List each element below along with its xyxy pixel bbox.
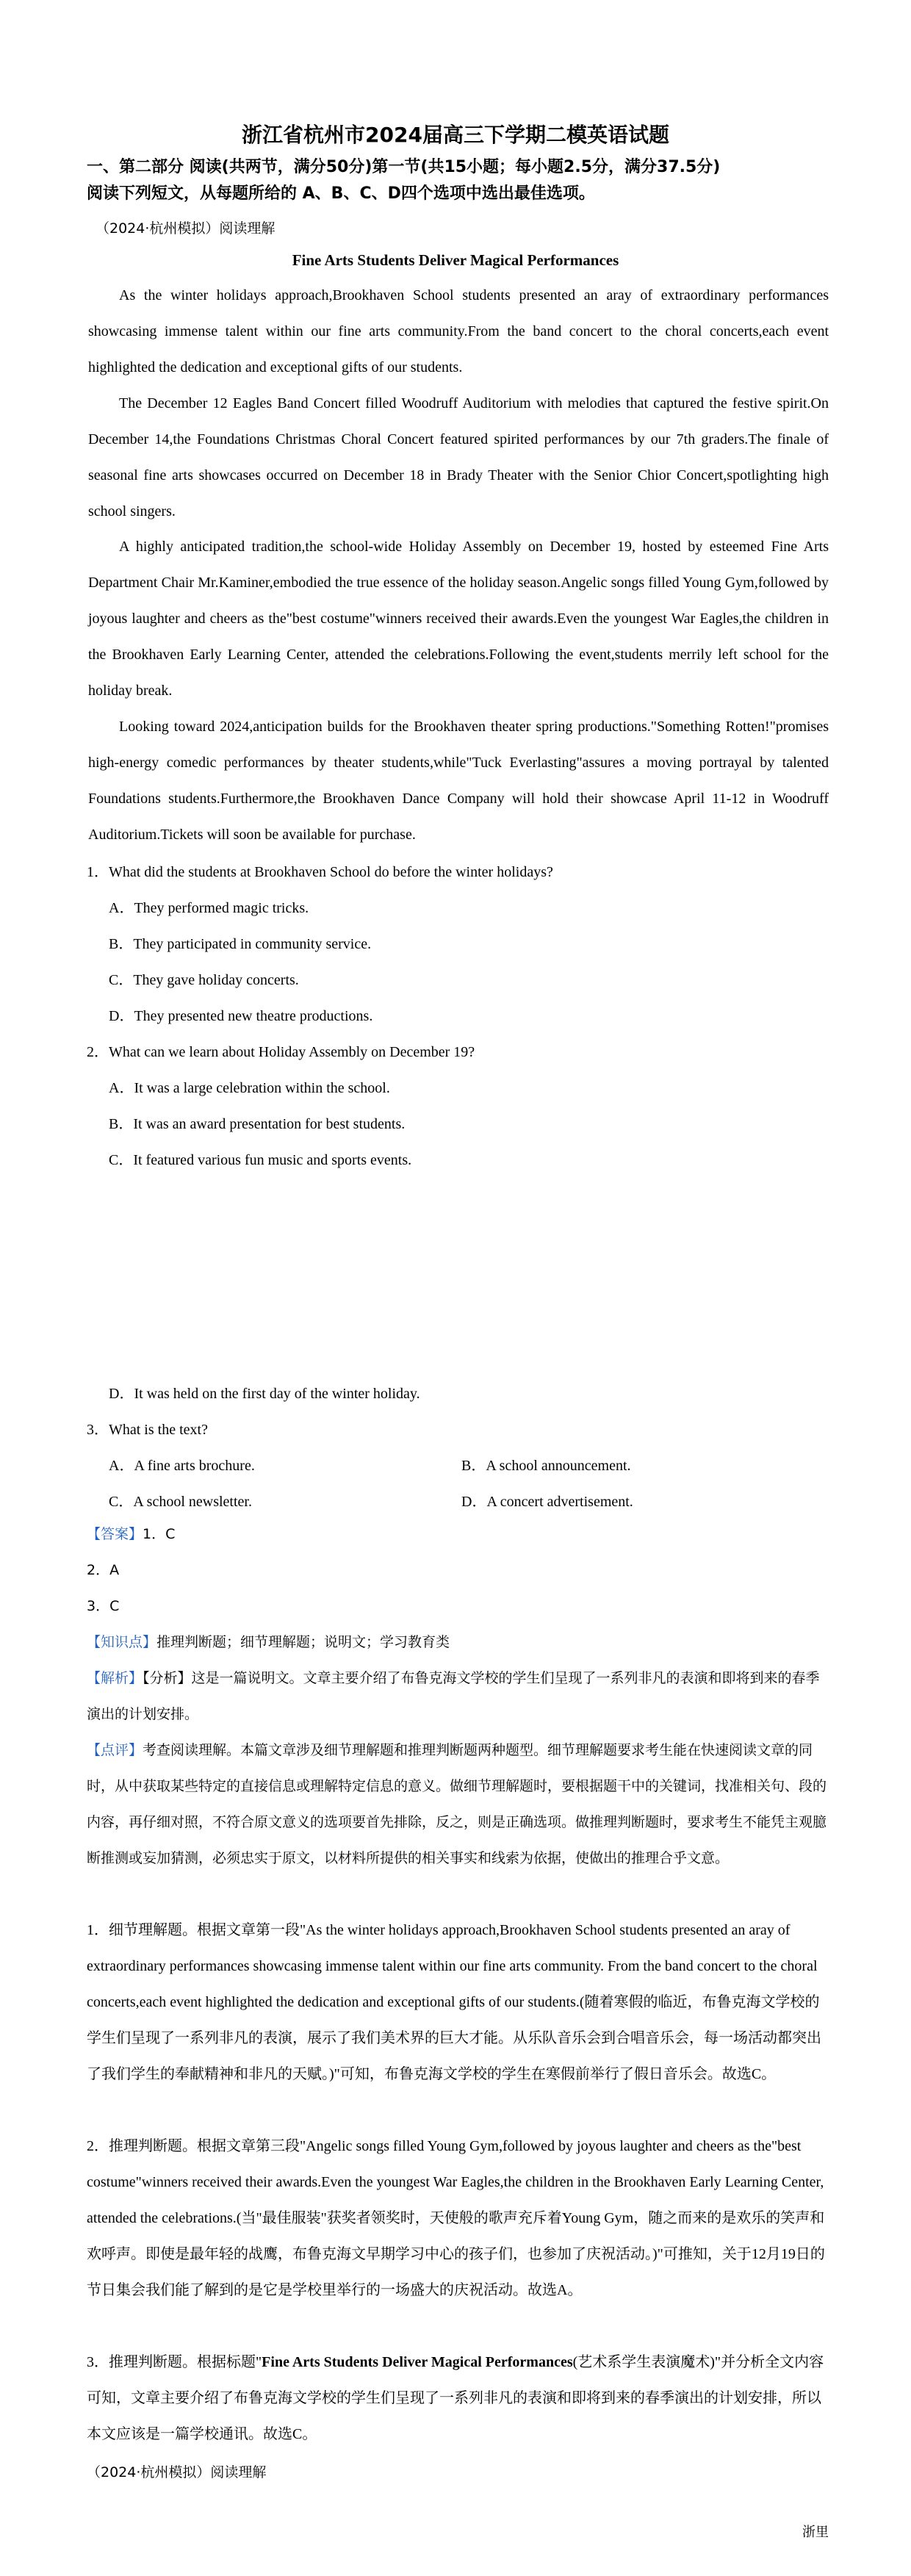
article-paragraph-4: Looking toward 2024,anticipation builds for the Brookhaven theater spring productions."Something Rotten!"promises high-energy comedic performances by theater students,while"Tuck Everlasting"assures a moving portrayal by talented Foundations students.Furthermore,the Brookhaven Dance Company will hold their showcase April 11-12 in Woodruff Auditorium.Tickets will soon be available for purchase. [88, 719, 829, 843]
knowledge-text: 推理判断题；细节理解题；说明文；学习教育类 [156, 1634, 450, 1650]
comment [87, 1733, 829, 1877]
comment-label: 【点评】 [87, 1742, 143, 1758]
question-1-option-c: C．They gave holiday concerts. [109, 972, 299, 988]
question-3-option-a: A．A fine arts brochure. [109, 1458, 255, 1474]
question-1-stem: 1．What did the students at Brookhaven School do before the winter holidays? [87, 864, 553, 880]
analysis-label: 【解析】 [87, 1670, 143, 1686]
question-2-option-a: A．It was a large celebration within the school. [109, 1080, 390, 1096]
source-tag: （2024·杭州模拟）阅读理解 [96, 220, 276, 237]
explanation-1: 1．细节理解题。根据文章第一段"As the winter holidays approach,Brookhaven School students presented an aray of extraordinary performances showcasing immense talent within our fine arts community. From the band concert to the choral concerts,each event highlighted the dedication and exceptional gifts of our students.(随着寒假的临近，布鲁克海文学校的学生们呈现了一系列非凡的表演，展示了我们美术界的巨大才能。从乐队音乐会到合唱音乐会，每一场活动都突出了我们学生的奉献精神和非凡的天赋。)"可知，布鲁克海文学校的学生在寒假前举行了假日音乐会。故选C。 [87, 1922, 821, 2082]
question-1-option-b: B．They participated in community service. [109, 936, 372, 952]
section-line-2: 阅读下列短文，从每题所给的 A、B、C、D四个选项中选出最佳选项。 [87, 184, 595, 203]
source-tag-2: （2024·杭州模拟）阅读理解 [87, 2464, 267, 2480]
question-2-stem: 2．What can we learn about Holiday Assembly on December 19? [87, 1044, 475, 1060]
knowledge-label: 【知识点】 [87, 1634, 157, 1650]
question-3-stem: 3．What is the text? [87, 1422, 208, 1438]
question-2-option-d: D．It was held on the first day of the winter holiday. [109, 1386, 420, 1402]
knowledge-point [87, 1625, 829, 1661]
page-footer: 浙里 [802, 2525, 829, 2540]
question-3-option-c: C．A school newsletter. [109, 1494, 252, 1510]
page-title: 浙江省杭州市2024届高三下学期二模英语试题 [242, 123, 669, 147]
question-2-option-b: B．It was an award presentation for best students. [109, 1116, 406, 1132]
question-3-option-d: D．A concert advertisement. [461, 1494, 633, 1510]
answer-2: 2．A [87, 1562, 120, 1578]
section-header [87, 154, 843, 207]
answer-line-1 [87, 1517, 829, 1553]
section-line-1: 一、第二部分 阅读(共两节，满分50分)第一节(共15小题；每小题2.5分，满分37.5分) [87, 158, 721, 176]
question-1-option-d: D．They presented new theatre productions. [109, 1008, 373, 1024]
explanation-2: 2．推理判断题。根据文章第三段"Angelic songs filled Young Gym,followed by joyous laughter and cheers as the"best costume"winners received their awards.Even the youngest War Eagles,the children in the Brookhaven Early Learning Center, attended the celebrations.(当"最佳服装"获奖者领奖时，天使般的歌声充斥着Young Gym，随之而来的是欢乐的笑声和欢呼声。即使是最年轻的战鹰，布鲁克海文早期学习中心的孩子们，也参加了庆祝活动。)"可推知，关于12月19日的节日集会我们能了解到的是它是学校里举行的一场盛大的庆祝活动。故选A。 [87, 2138, 825, 2298]
article-paragraph-2: The December 12 Eagles Band Concert filled Woodruff Auditorium with melodies that captured the festive spirit.On December 14,the Foundations Christmas Choral Concert featured spirited performances by our 7th graders.The finale of seasonal fine arts showcases occurred on December 18 in Brady Theater with the Senior Chior Concert,spotlighting high school singers. [88, 395, 829, 519]
question-1-option-a: A．They performed magic tricks. [109, 900, 309, 916]
question-2-option-c: C．It featured various fun music and sports events. [109, 1152, 412, 1168]
answer-3: 3．C [87, 1598, 120, 1614]
explanation-3 [87, 2345, 829, 2453]
explanation-3-title: Fine Arts Students Deliver Magical Performances [262, 2354, 573, 2370]
article-paragraph-1: As the winter holidays approach,Brookhaven School students presented an aray of extraordinary performances showcasing immense talent within our fine arts community.From the band concert to the choral concerts,each event highlighted the dedication and exceptional gifts of our students. [88, 287, 829, 375]
analysis [87, 1661, 829, 1733]
comment-text: 考查阅读理解。本篇文章涉及细节理解题和推理判断题两种题型。细节理解题要求考生能在快速阅读文章的同时，从中获取某些特定的直接信息或理解特定信息的意义。做细节理解题时，要根据题干中的关键词，找准相关句、段的内容，再仔细对照，不符合原文意义的选项要首先排除，反之，则是正确选项。做推理判断题时，要求考生不能凭主观臆断推测或妄加猜测，必须忠实于原文，以材料所提供的相关事实和线索为依据，使做出的推理合乎文意。 [87, 1742, 827, 1866]
answer-1: 1．C [143, 1526, 176, 1542]
question-3-option-b: B．A school announcement. [461, 1458, 631, 1474]
explanation-3-suffix: (艺术系学生表演魔术)"并分析全文内容可知，文章主要介绍了布鲁克海文学校的学生们呈现了一系列非凡的表演和即将到来的春季演出的计划安排，所以本文应该是一篇学校通讯。故选C。 [87, 2354, 824, 2442]
article-paragraph-3: A highly anticipated tradition,the school-wide Holiday Assembly on December 19, hosted by esteemed Fine Arts Department Chair Mr.Kaminer,embodied the true essence of the holiday season.Angelic songs filled Young Gym,followed by joyous laughter and cheers as the"best costume"winners received their awards.Even the youngest War Eagles,the children in the Brookhaven Early Learning Center, attended the celebrations.Following the event,students merrily left school for the holiday break. [88, 539, 829, 699]
explanation-3-prefix: 3．推理判断题。根据标题" [87, 2354, 262, 2370]
analysis-text: 【分析】这是一篇说明文。文章主要介绍了布鲁克海文学校的学生们呈现了一系列非凡的表演和即将到来的春季演出的计划安排。 [87, 1670, 820, 1722]
article-title: Fine Arts Students Deliver Magical Performances [292, 251, 619, 269]
answer-label: 【答案】 [87, 1526, 143, 1542]
